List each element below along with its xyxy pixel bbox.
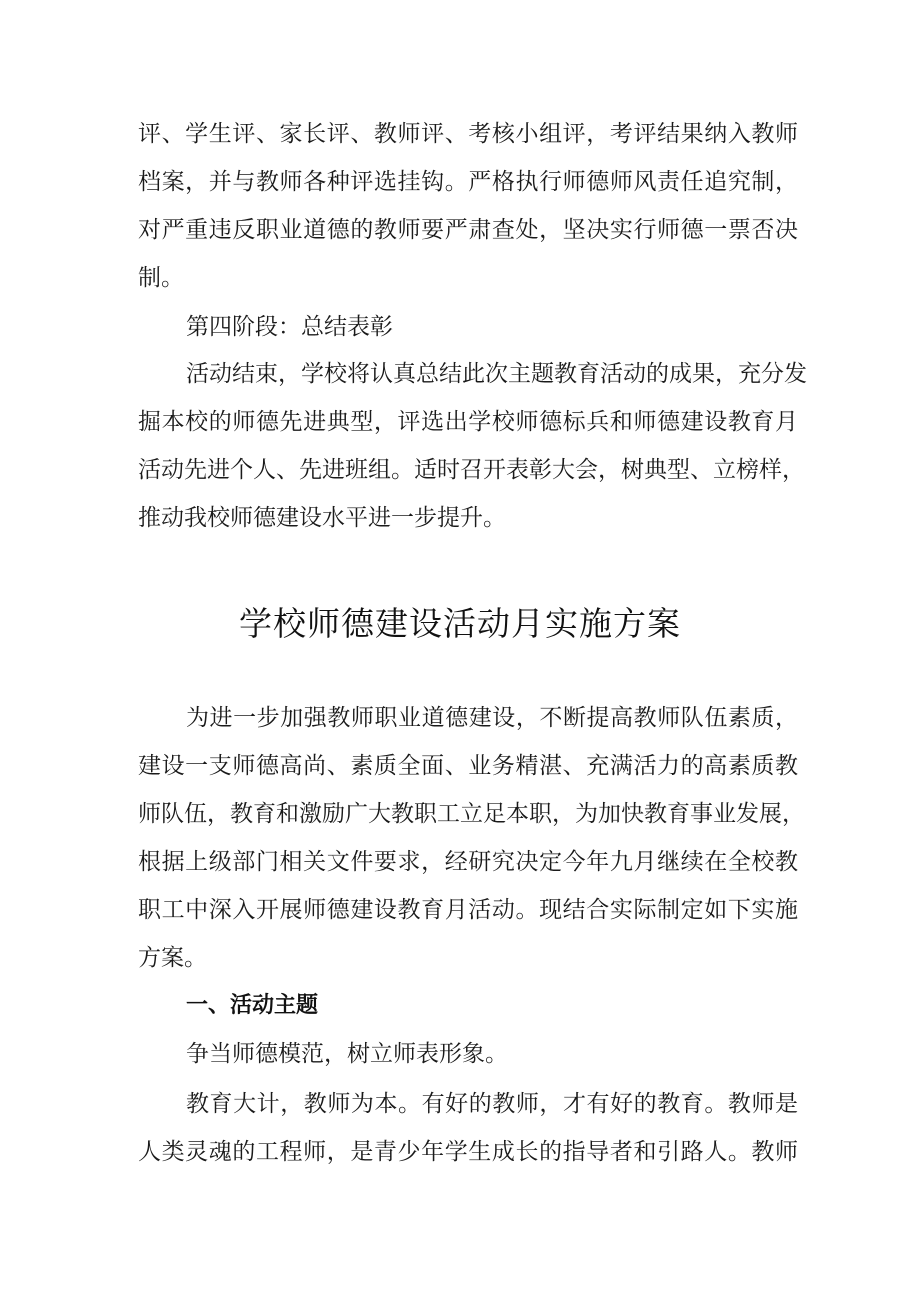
paragraph-line: 评、学生评、家长评、教师评、考核小组评，考评结果纳入教师 <box>138 121 798 147</box>
section-heading: 一、活动主题 <box>186 993 319 1018</box>
paragraph-line: 人类灵魂的工程师，是青少年学生成长的指导者和引路人。教师 <box>138 1139 798 1165</box>
document-title: 学校师德建设活动月实施方案 <box>239 604 681 643</box>
paragraph-line: 制。 <box>138 265 184 291</box>
paragraph-line: 活动结束，学校将认真总结此次主题教育活动的成果，充分发 <box>186 361 807 387</box>
paragraph-line: 教育大计，教师为本。有好的教师，才有好的教育。教师是 <box>186 1091 798 1117</box>
paragraph-line: 方案。 <box>138 945 207 971</box>
theme-line: 争当师德模范，树立师表形象。 <box>186 1041 508 1067</box>
paragraph-line: 推动我校师德建设水平进一步提升。 <box>138 505 506 531</box>
paragraph-line: 建设一支师德高尚、素质全面、业务精湛、充满活力的高素质教 <box>138 753 798 779</box>
paragraph-line: 职工中深入开展师德建设教育月活动。现结合实际制定如下实施 <box>138 897 798 923</box>
paragraph-line: 掘本校的师德先进典型，评选出学校师德标兵和师德建设教育月 <box>138 409 798 435</box>
paragraph-line: 档案，并与教师各种评选挂钩。严格执行师德师风责任追究制， <box>138 169 798 195</box>
paragraph-line: 为进一步加强教师职业道德建设，不断提高教师队伍素质， <box>186 705 798 731</box>
stage4-label: 第四阶段：总结表彰 <box>186 314 393 340</box>
paragraph-line: 活动先进个人、先进班组。适时召开表彰大会，树典型、立榜样， <box>138 457 805 483</box>
paragraph-line: 师队伍，教育和激励广大教职工立足本职，为加快教育事业发展， <box>138 801 805 827</box>
paragraph-line: 根据上级部门相关文件要求，经研究决定今年九月继续在全校教 <box>138 849 798 875</box>
paragraph-line: 对严重违反职业道德的教师要严肃查处，坚决实行师德一票否决 <box>138 217 798 243</box>
